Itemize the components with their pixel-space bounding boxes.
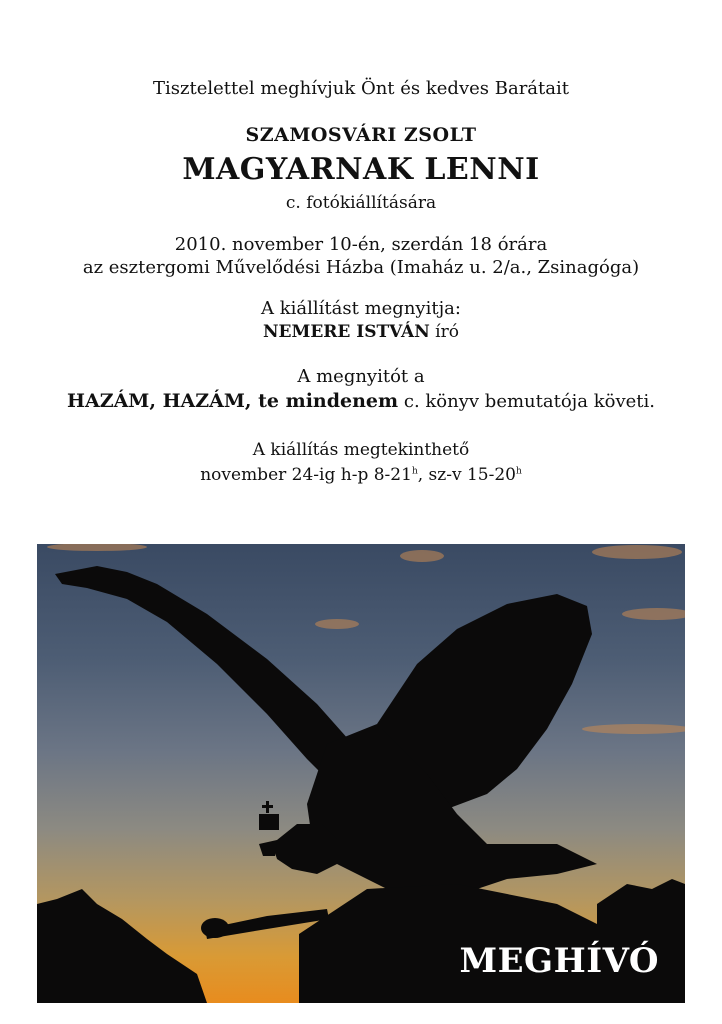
subtitle-text: c. fotókiállítására: [285, 193, 437, 213]
opener-name: NEMERE ISTVÁN: [263, 322, 430, 342]
opener-role: író: [435, 322, 459, 342]
greeting-text: Tisztelettel meghívjuk Önt és kedves Barátait: [153, 78, 569, 99]
date-text: 2010. november 10-én, szerdán 18 órára: [174, 234, 548, 255]
invitation-caption: MEGHÍVÓ: [459, 941, 659, 981]
hours-weekday: november 24-ig h-p 8-21: [200, 465, 412, 485]
greeting-line: [0, 78, 722, 100]
book-title: HAZÁM, HAZÁM, te mindenem: [67, 390, 399, 412]
book-intro: [0, 366, 722, 388]
opening-hours: [0, 465, 722, 485]
title-text: MAGYARNAK LENNI: [182, 152, 540, 187]
venue-text: az esztergomi Művelődési Házba (Imaház u. 2/a., Zsinagóga): [82, 257, 640, 278]
exhibition-title: [0, 152, 722, 188]
book-rest: c. könyv bemutatója követi.: [403, 391, 655, 412]
artist-name: [0, 124, 722, 147]
opener-line: [0, 322, 722, 342]
hours-sup-1: h: [411, 466, 418, 477]
exhibition-subtitle: [0, 193, 722, 213]
artist-text: SZAMOSVÁRI ZSOLT: [245, 124, 477, 146]
event-date: [0, 234, 722, 256]
book-intro-text: A megnyitót a: [297, 366, 425, 387]
opener-label-text: A kiállítást megnyitja:: [261, 298, 461, 319]
book-line: [0, 390, 722, 413]
opener-label: [0, 298, 722, 320]
turul-photo: [37, 544, 685, 1003]
viewing-label-text: A kiállítás megtekinthető: [252, 440, 470, 460]
viewing-label: [0, 440, 722, 460]
turul-silhouette: [37, 544, 685, 1003]
hours-sup-2: h: [515, 466, 522, 477]
event-venue: [0, 257, 722, 279]
hours-weekend: , sz-v 15-20: [417, 465, 516, 485]
